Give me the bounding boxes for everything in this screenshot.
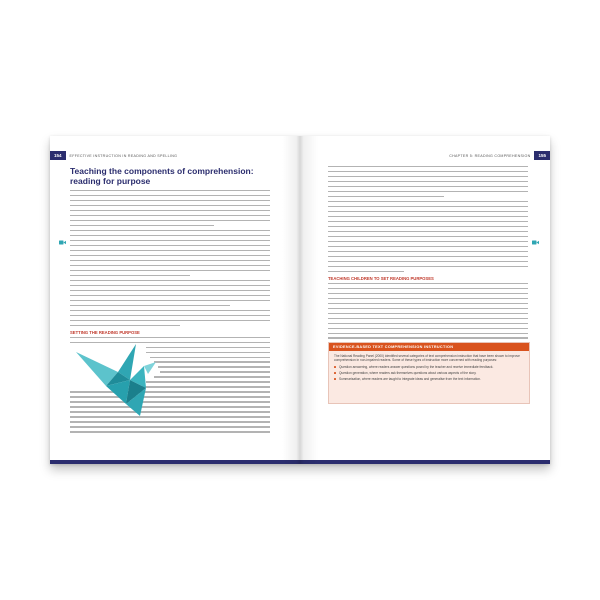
callout-list-item: Summarisation, where readers are taught to integrate ideas and generalise from the text information. (334, 377, 524, 381)
right-column (328, 166, 528, 367)
video-icon[interactable] (532, 240, 539, 245)
callout-list-item: Question answering, where readers answer questions posed by the teacher and receive immediate feedback. (334, 365, 524, 369)
section-title: Teaching the components of comprehension: reading for purpose (70, 166, 254, 186)
video-icon[interactable] (59, 240, 66, 245)
callout-body (329, 351, 529, 386)
body-text-block-2 (70, 230, 270, 276)
body-text-block-6 (328, 166, 528, 197)
origami-bird-illustration (76, 334, 176, 418)
left-page (50, 136, 300, 464)
right-page-number: 155 (534, 151, 550, 160)
left-page-bottom-bar (50, 460, 300, 464)
callout-box (328, 342, 530, 404)
callout-list (334, 365, 524, 381)
right-page (300, 136, 550, 464)
right-subheading: TEACHING CHILDREN TO SET READING PURPOSES (328, 275, 434, 281)
body-text-block-3 (70, 280, 270, 306)
right-running-head (318, 151, 550, 160)
right-page-bottom-bar (300, 460, 550, 464)
left-running-head (50, 151, 282, 160)
callout-list-item: Question generation, where readers ask themselves questions about various aspects of the story. (334, 371, 524, 375)
callout-intro: The National Reading Panel (2000) identified several categories of text comprehension instruction that have been shown to improve comprehension in non-impaired readers. Some of these types of instruction more concerned with reading purposes: (334, 354, 520, 363)
right-running-head-text: CHAPTER 5: READING COMPREHENSION (449, 153, 531, 158)
origami-bird-icon (76, 334, 176, 418)
left-page-number: 154 (50, 151, 66, 160)
open-book (50, 136, 550, 464)
body-text-block-4 (70, 310, 270, 326)
left-subheading: SETTING THE READING PURPOSE (70, 329, 140, 335)
left-running-head-text: EFFECTIVE INSTRUCTION IN READING AND SPELLING (69, 153, 178, 158)
callout-heading: EVIDENCE-BASED TEXT COMPREHENSION INSTRUCTION (329, 343, 529, 351)
body-text-block-7 (328, 201, 528, 272)
body-text-block-1 (70, 190, 270, 226)
